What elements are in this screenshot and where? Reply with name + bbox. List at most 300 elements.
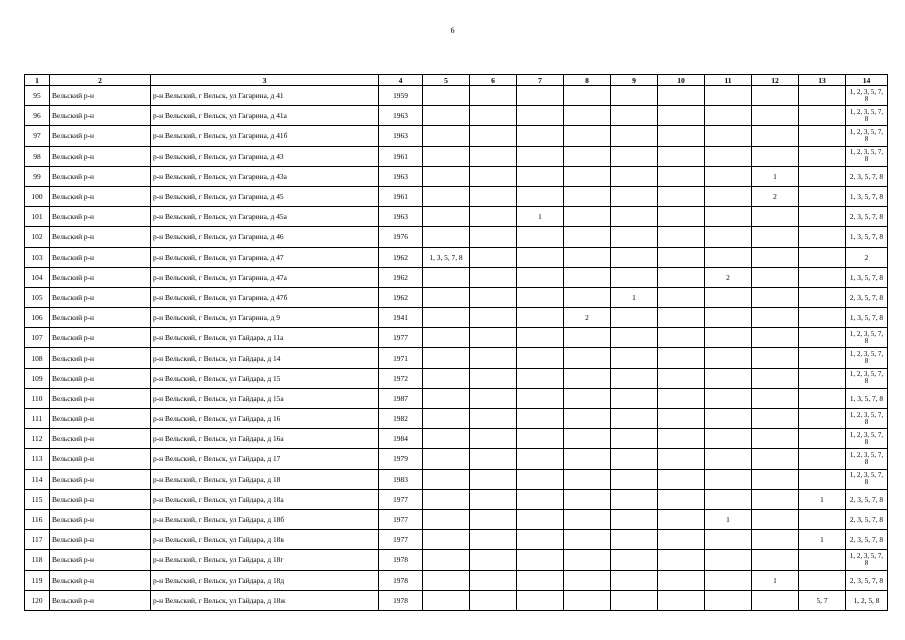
- table-cell: [799, 449, 846, 469]
- table-cell: [517, 247, 564, 267]
- table-cell: 1959: [379, 86, 423, 106]
- table-cell: 108: [25, 348, 50, 368]
- table-cell: Вельский р-н: [50, 106, 151, 126]
- table-cell: [658, 429, 705, 449]
- table-cell: [423, 409, 470, 429]
- table-cell: [705, 590, 752, 610]
- table-cell: [470, 429, 517, 449]
- table-cell: [658, 227, 705, 247]
- col-header: 9: [611, 75, 658, 86]
- table-cell: Вельский р-н: [50, 409, 151, 429]
- table-cell: [705, 186, 752, 206]
- table-cell: р-н Вельский, г Вельск, ул Гайдара, д 18б: [151, 509, 379, 529]
- table-cell: [752, 207, 799, 227]
- table-cell: [517, 328, 564, 348]
- table-cell: Вельский р-н: [50, 368, 151, 388]
- table-cell: 1, 2, 3, 5, 7, 8: [846, 106, 888, 126]
- table-cell: [799, 409, 846, 429]
- table-cell: [423, 126, 470, 146]
- table-cell: 98: [25, 146, 50, 166]
- table-cell: Вельский р-н: [50, 146, 151, 166]
- table-cell: [658, 207, 705, 227]
- table-cell: [658, 570, 705, 590]
- table-cell: [705, 570, 752, 590]
- table-cell: [423, 328, 470, 348]
- table-cell: [611, 146, 658, 166]
- table-cell: [705, 146, 752, 166]
- table-cell: [564, 550, 611, 570]
- table-cell: [705, 166, 752, 186]
- table-cell: р-н Вельский, г Вельск, ул Гайдара, д 18ж: [151, 590, 379, 610]
- table-cell: [658, 186, 705, 206]
- table-cell: 1962: [379, 267, 423, 287]
- table-cell: [752, 409, 799, 429]
- table-cell: р-н Вельский, г Вельск, ул Гагарина, д 41: [151, 86, 379, 106]
- table-cell: 1963: [379, 207, 423, 227]
- table-cell: [517, 570, 564, 590]
- table-cell: 1976: [379, 227, 423, 247]
- table-cell: р-н Вельский, г Вельск, ул Гайдара, д 15а: [151, 388, 379, 408]
- table-row: [25, 489, 888, 509]
- table-cell: [470, 328, 517, 348]
- table-cell: [564, 166, 611, 186]
- table-cell: [564, 348, 611, 368]
- table-cell: 118: [25, 550, 50, 570]
- table-cell: [611, 207, 658, 227]
- col-header: 8: [564, 75, 611, 86]
- table-cell: [611, 409, 658, 429]
- table-cell: [517, 469, 564, 489]
- table-cell: [470, 166, 517, 186]
- table-cell: [752, 86, 799, 106]
- table-cell: [752, 388, 799, 408]
- table-cell: [705, 348, 752, 368]
- col-header: 5: [423, 75, 470, 86]
- table-cell: [564, 469, 611, 489]
- table-cell: [799, 146, 846, 166]
- table-cell: 109: [25, 368, 50, 388]
- table-cell: [423, 287, 470, 307]
- table-cell: [799, 328, 846, 348]
- table-cell: 99: [25, 166, 50, 186]
- table-cell: [517, 368, 564, 388]
- table-cell: [611, 166, 658, 186]
- table-cell: 1: [611, 287, 658, 307]
- table-cell: [517, 106, 564, 126]
- table-cell: [658, 388, 705, 408]
- table-row: [25, 469, 888, 489]
- table-cell: [423, 146, 470, 166]
- table-cell: [799, 106, 846, 126]
- table-cell: [517, 388, 564, 408]
- table-cell: 110: [25, 388, 50, 408]
- table-cell: 1962: [379, 287, 423, 307]
- table-cell: [470, 207, 517, 227]
- table-cell: Вельский р-н: [50, 429, 151, 449]
- table-cell: 1, 2, 5, 8: [846, 590, 888, 610]
- col-header: 7: [517, 75, 564, 86]
- table-cell: [470, 590, 517, 610]
- table-cell: р-н Вельский, г Вельск, ул Гагарина, д 9: [151, 308, 379, 328]
- table-cell: 1, 2, 3, 5, 7, 8: [846, 368, 888, 388]
- table-cell: р-н Вельский, г Вельск, ул Гагарина, д 46: [151, 227, 379, 247]
- table-row: [25, 429, 888, 449]
- table-cell: 1978: [379, 550, 423, 570]
- table-cell: Вельский р-н: [50, 590, 151, 610]
- table-cell: 2, 3, 5, 7, 8: [846, 207, 888, 227]
- table-cell: [470, 348, 517, 368]
- table-cell: [752, 287, 799, 307]
- table-cell: [423, 570, 470, 590]
- table-cell: [470, 368, 517, 388]
- table-cell: 1: [705, 509, 752, 529]
- table-cell: [470, 146, 517, 166]
- table-cell: [564, 247, 611, 267]
- table-row: [25, 267, 888, 287]
- table-cell: [517, 590, 564, 610]
- table-cell: [423, 388, 470, 408]
- table-cell: [658, 509, 705, 529]
- table-cell: [658, 247, 705, 267]
- table-cell: [517, 308, 564, 328]
- table-cell: [752, 247, 799, 267]
- table-cell: [752, 126, 799, 146]
- table-cell: [470, 86, 517, 106]
- table-cell: 1971: [379, 348, 423, 368]
- table-cell: Вельский р-н: [50, 509, 151, 529]
- table-cell: 2, 3, 5, 7, 8: [846, 166, 888, 186]
- table-cell: [705, 287, 752, 307]
- table-cell: р-н Вельский, г Вельск, ул Гайдара, д 16а: [151, 429, 379, 449]
- table-cell: [658, 166, 705, 186]
- table-cell: [752, 509, 799, 529]
- table-cell: 2: [846, 247, 888, 267]
- table-cell: [611, 328, 658, 348]
- table-cell: 1, 2, 3, 5, 7, 8: [846, 469, 888, 489]
- table-cell: 1963: [379, 126, 423, 146]
- table-cell: 2, 3, 5, 7, 8: [846, 489, 888, 509]
- table-cell: [517, 348, 564, 368]
- table-cell: 117: [25, 530, 50, 550]
- table-cell: [752, 429, 799, 449]
- table-cell: 1977: [379, 509, 423, 529]
- col-header: 13: [799, 75, 846, 86]
- table-cell: [799, 267, 846, 287]
- table-cell: [752, 368, 799, 388]
- table-cell: Вельский р-н: [50, 388, 151, 408]
- table-cell: [658, 409, 705, 429]
- table-cell: [564, 368, 611, 388]
- table-cell: 105: [25, 287, 50, 307]
- table-cell: [423, 449, 470, 469]
- table-cell: 107: [25, 328, 50, 348]
- table-cell: 1: [799, 530, 846, 550]
- table-cell: [470, 267, 517, 287]
- table-cell: [564, 590, 611, 610]
- table-cell: 2, 3, 5, 7, 8: [846, 287, 888, 307]
- table-cell: Вельский р-н: [50, 267, 151, 287]
- table-cell: [705, 227, 752, 247]
- header-row: [25, 75, 888, 86]
- col-header: 1: [25, 75, 50, 86]
- table-cell: [470, 409, 517, 429]
- table-cell: [423, 86, 470, 106]
- table-cell: [423, 186, 470, 206]
- table-cell: [423, 166, 470, 186]
- table-cell: [705, 409, 752, 429]
- table-cell: [611, 429, 658, 449]
- table-cell: [799, 509, 846, 529]
- table-cell: [611, 590, 658, 610]
- table-row: [25, 388, 888, 408]
- table-cell: [423, 550, 470, 570]
- table-cell: [564, 429, 611, 449]
- table-cell: [799, 429, 846, 449]
- table-cell: [517, 449, 564, 469]
- table-cell: 120: [25, 590, 50, 610]
- table-cell: 102: [25, 227, 50, 247]
- table-cell: [517, 429, 564, 449]
- table-cell: Вельский р-н: [50, 308, 151, 328]
- table-cell: 104: [25, 267, 50, 287]
- table-cell: [423, 368, 470, 388]
- table-cell: [470, 126, 517, 146]
- table-cell: 1, 2, 3, 5, 7, 8: [846, 550, 888, 570]
- table-cell: [752, 106, 799, 126]
- table-cell: [423, 429, 470, 449]
- table-cell: Вельский р-н: [50, 227, 151, 247]
- table-cell: [517, 509, 564, 529]
- table-cell: 101: [25, 207, 50, 227]
- table-cell: [705, 449, 752, 469]
- table-cell: Вельский р-н: [50, 469, 151, 489]
- col-header: 12: [752, 75, 799, 86]
- table-cell: Вельский р-н: [50, 328, 151, 348]
- table-row: [25, 590, 888, 610]
- table-cell: [658, 267, 705, 287]
- table-cell: [658, 287, 705, 307]
- table-cell: Вельский р-н: [50, 550, 151, 570]
- table-cell: [517, 267, 564, 287]
- table-cell: 115: [25, 489, 50, 509]
- table-cell: [705, 489, 752, 509]
- table-cell: 1, 2, 3, 5, 7, 8: [846, 126, 888, 146]
- table-cell: 5, 7: [799, 590, 846, 610]
- table-cell: [611, 469, 658, 489]
- table-cell: [517, 146, 564, 166]
- table-cell: [517, 489, 564, 509]
- table-cell: 1, 3, 5, 7, 8: [423, 247, 470, 267]
- table-cell: 1963: [379, 106, 423, 126]
- table-cell: [705, 86, 752, 106]
- table-cell: [752, 348, 799, 368]
- table-cell: 1979: [379, 449, 423, 469]
- table-cell: [611, 388, 658, 408]
- table-cell: р-н Вельский, г Вельск, ул Гагарина, д 43: [151, 146, 379, 166]
- table-cell: [705, 469, 752, 489]
- table-cell: [517, 186, 564, 206]
- table-cell: [611, 530, 658, 550]
- table-cell: Вельский р-н: [50, 570, 151, 590]
- table-cell: р-н Вельский, г Вельск, ул Гайдара, д 14: [151, 348, 379, 368]
- table-cell: 116: [25, 509, 50, 529]
- table-row: [25, 227, 888, 247]
- table-cell: 106: [25, 308, 50, 328]
- table-cell: [611, 489, 658, 509]
- table-cell: [611, 368, 658, 388]
- table-cell: [564, 126, 611, 146]
- col-header: 11: [705, 75, 752, 86]
- page-number: 6: [450, 26, 455, 35]
- table-cell: [611, 247, 658, 267]
- table-cell: [705, 308, 752, 328]
- table-cell: Вельский р-н: [50, 449, 151, 469]
- table-cell: [658, 86, 705, 106]
- table-cell: р-н Вельский, г Вельск, ул Гайдара, д 18: [151, 469, 379, 489]
- table-cell: [799, 348, 846, 368]
- table-cell: [611, 86, 658, 106]
- table-cell: [752, 267, 799, 287]
- table-row: [25, 308, 888, 328]
- table-body: [25, 86, 888, 611]
- table-cell: Вельский р-н: [50, 530, 151, 550]
- table-cell: [752, 227, 799, 247]
- table-row: [25, 570, 888, 590]
- table-cell: Вельский р-н: [50, 348, 151, 368]
- col-header: 6: [470, 75, 517, 86]
- table-cell: [611, 570, 658, 590]
- table-cell: [705, 388, 752, 408]
- table-cell: 1, 2, 3, 5, 7, 8: [846, 449, 888, 469]
- table-cell: 95: [25, 86, 50, 106]
- table-cell: 1, 3, 5, 7, 8: [846, 186, 888, 206]
- table-cell: [470, 308, 517, 328]
- table-cell: 100: [25, 186, 50, 206]
- table-cell: 1, 3, 5, 7, 8: [846, 388, 888, 408]
- table-cell: Вельский р-н: [50, 287, 151, 307]
- table-cell: [517, 287, 564, 307]
- table-cell: 1963: [379, 166, 423, 186]
- table-row: [25, 409, 888, 429]
- table-cell: 1977: [379, 530, 423, 550]
- table-cell: 2: [752, 186, 799, 206]
- table-cell: 1, 2, 3, 5, 7, 8: [846, 86, 888, 106]
- table-cell: р-н Вельский, г Вельск, ул Гайдара, д 18в: [151, 530, 379, 550]
- table-cell: [799, 308, 846, 328]
- table-cell: [564, 86, 611, 106]
- table-cell: р-н Вельский, г Вельск, ул Гайдара, д 18д: [151, 570, 379, 590]
- col-header: 4: [379, 75, 423, 86]
- table-cell: [564, 186, 611, 206]
- table-cell: [752, 530, 799, 550]
- table-cell: 2, 3, 5, 7, 8: [846, 530, 888, 550]
- table-cell: [799, 287, 846, 307]
- table-cell: 1978: [379, 590, 423, 610]
- table-cell: [517, 227, 564, 247]
- table-cell: 96: [25, 106, 50, 126]
- table-cell: [611, 550, 658, 570]
- table-cell: [611, 186, 658, 206]
- table-cell: [470, 287, 517, 307]
- table-row: [25, 106, 888, 126]
- table-cell: [752, 449, 799, 469]
- table-cell: Вельский р-н: [50, 186, 151, 206]
- table-cell: 1, 2, 3, 5, 7, 8: [846, 328, 888, 348]
- table-cell: [470, 469, 517, 489]
- table-cell: 103: [25, 247, 50, 267]
- table-cell: р-н Вельский, г Вельск, ул Гайдара, д 18а: [151, 489, 379, 509]
- table-cell: 1, 2, 3, 5, 7, 8: [846, 348, 888, 368]
- table-cell: 1: [517, 207, 564, 227]
- table-cell: [799, 86, 846, 106]
- table-cell: [799, 166, 846, 186]
- table-cell: [517, 550, 564, 570]
- table-cell: 1: [752, 166, 799, 186]
- table-row: [25, 86, 888, 106]
- table-cell: [799, 570, 846, 590]
- table-cell: [705, 126, 752, 146]
- col-header: 14: [846, 75, 888, 86]
- table-cell: 119: [25, 570, 50, 590]
- table-cell: [658, 328, 705, 348]
- table-cell: 1, 2, 3, 5, 7, 8: [846, 409, 888, 429]
- table-cell: [705, 328, 752, 348]
- table-row: [25, 207, 888, 227]
- table-cell: [564, 267, 611, 287]
- table-row: [25, 186, 888, 206]
- table-cell: 111: [25, 409, 50, 429]
- table-cell: [799, 550, 846, 570]
- table-cell: 2, 3, 5, 7, 8: [846, 509, 888, 529]
- table-cell: р-н Вельский, г Вельск, ул Гагарина, д 47а: [151, 267, 379, 287]
- table-cell: [705, 106, 752, 126]
- table-cell: [752, 146, 799, 166]
- data-table: [24, 74, 888, 611]
- table-cell: [752, 489, 799, 509]
- table-cell: р-н Вельский, г Вельск, ул Гайдара, д 17: [151, 449, 379, 469]
- table-row: [25, 247, 888, 267]
- table-cell: [799, 368, 846, 388]
- table-cell: [564, 146, 611, 166]
- table-cell: 1, 3, 5, 7, 8: [846, 308, 888, 328]
- table-cell: 1978: [379, 570, 423, 590]
- table-cell: [470, 570, 517, 590]
- table-cell: [423, 308, 470, 328]
- table-cell: [470, 106, 517, 126]
- table-cell: [705, 247, 752, 267]
- table-row: [25, 348, 888, 368]
- table-cell: [658, 469, 705, 489]
- col-header: 10: [658, 75, 705, 86]
- table-cell: р-н Вельский, г Вельск, ул Гагарина, д 43а: [151, 166, 379, 186]
- table-cell: [658, 308, 705, 328]
- table-cell: [705, 429, 752, 449]
- table-cell: [423, 207, 470, 227]
- table-cell: р-н Вельский, г Вельск, ул Гайдара, д 11а: [151, 328, 379, 348]
- table-cell: [517, 86, 564, 106]
- table-cell: [658, 126, 705, 146]
- table-cell: 1961: [379, 146, 423, 166]
- table-cell: [611, 106, 658, 126]
- table-cell: [517, 409, 564, 429]
- table-cell: [611, 227, 658, 247]
- table-cell: [470, 227, 517, 247]
- table-cell: [564, 449, 611, 469]
- table-cell: [564, 106, 611, 126]
- table-cell: 97: [25, 126, 50, 146]
- table-cell: [799, 126, 846, 146]
- table-cell: [470, 186, 517, 206]
